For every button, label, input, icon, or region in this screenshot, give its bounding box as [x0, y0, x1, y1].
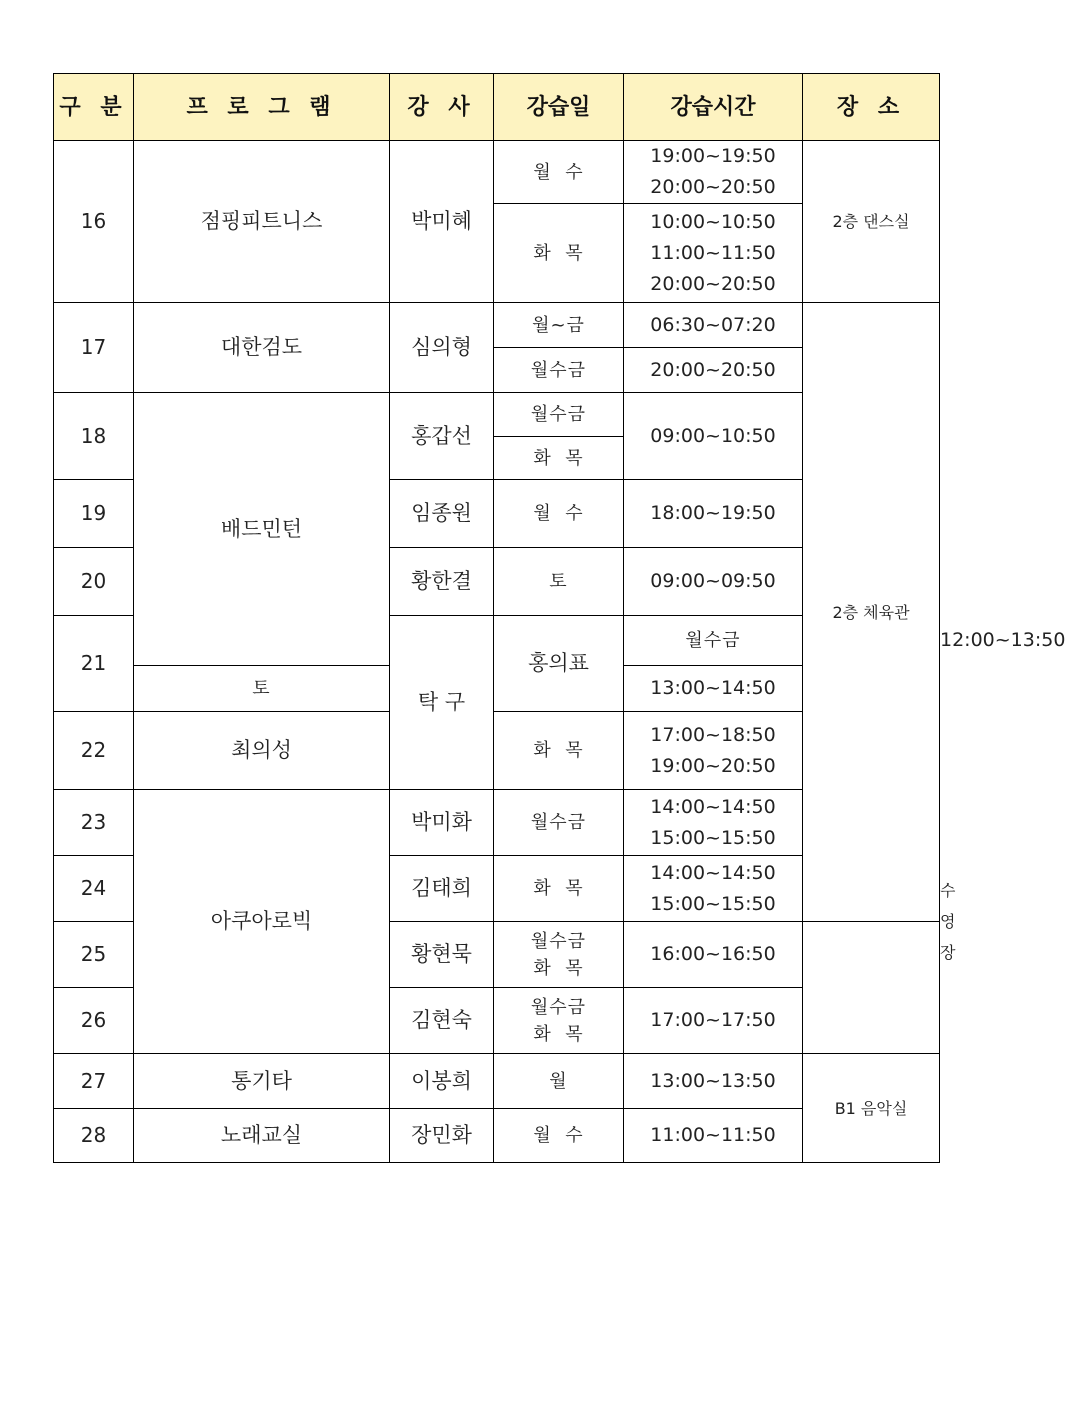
instructor-name: 홍갑선 — [390, 393, 494, 480]
instructor-name: 박미화 — [390, 790, 494, 856]
class-time: 13:00~13:50 — [624, 1054, 803, 1109]
instructor-name: 임종원 — [390, 480, 494, 548]
row-number: 27 — [54, 1054, 134, 1109]
class-time — [624, 712, 803, 790]
time-slot: 19:00~20:50 — [650, 754, 776, 777]
program-name: 배드민턴 — [134, 393, 390, 666]
class-time — [624, 141, 803, 204]
class-time: 06:30~07:20 — [624, 303, 803, 348]
class-day: 월 수 — [494, 480, 624, 548]
header-place: 장 소 — [803, 74, 940, 141]
class-day: 월 수 — [494, 141, 624, 204]
day-line: 월수금 — [530, 930, 587, 952]
class-time — [624, 856, 803, 922]
instructor-name: 이봉희 — [390, 1054, 494, 1109]
class-day: 토 — [134, 666, 390, 712]
header-row — [54, 74, 940, 141]
table-row — [54, 1054, 940, 1109]
class-time: 16:00~16:50 — [624, 922, 803, 988]
day-line: 화 목 — [533, 1023, 584, 1045]
instructor-name: 황현묵 — [390, 922, 494, 988]
class-time: 09:00~09:50 — [624, 548, 803, 616]
header-no: 구 분 — [54, 74, 134, 141]
program-name: 통기타 — [134, 1054, 390, 1109]
time-slot: 19:00~19:50 — [650, 145, 776, 167]
table-row: 21 탁 구 홍의표 월수금 12:00~13:50 — [54, 616, 940, 666]
header-time: 강습시간 — [624, 74, 803, 141]
schedule-table — [53, 73, 1065, 1163]
class-time: 18:00~19:50 — [624, 480, 803, 548]
row-number: 26 — [54, 988, 134, 1054]
class-day — [494, 922, 624, 988]
class-day: 화 목 — [494, 712, 624, 790]
class-day: 화 목 — [494, 856, 624, 922]
time-slot: 20:00~20:50 — [650, 272, 776, 295]
day-line: 화 목 — [533, 957, 584, 979]
row-number: 20 — [54, 548, 134, 616]
class-day: 토 — [494, 548, 624, 616]
header-instructor: 강 사 — [390, 74, 494, 141]
class-day: 월 수 — [494, 1109, 624, 1163]
class-day: 월수금 — [494, 393, 624, 437]
class-time — [624, 204, 803, 303]
place: 2층 체육관 — [803, 303, 940, 922]
time-slot: 14:00~14:50 — [650, 861, 776, 884]
program-name: 대한검도 — [134, 303, 390, 393]
instructor-name: 김현숙 — [390, 988, 494, 1054]
header-day: 강습일 — [494, 74, 624, 141]
time-slot: 20:00~20:50 — [650, 176, 776, 198]
row-number: 28 — [54, 1109, 134, 1163]
table-row — [54, 141, 940, 204]
row-number: 17 — [54, 303, 134, 393]
row-number: 23 — [54, 790, 134, 856]
class-time: 09:00~10:50 — [624, 393, 803, 480]
time-slot: 15:00~15:50 — [650, 826, 776, 849]
place: B1 음악실 — [803, 1054, 940, 1163]
program-name: 노래교실 — [134, 1109, 390, 1163]
instructor-name: 장민화 — [390, 1109, 494, 1163]
class-day: 월수금 — [494, 348, 624, 393]
table-row — [54, 303, 940, 348]
time-slot: 14:00~14:50 — [650, 795, 776, 818]
time-slot: 11:00~11:50 — [650, 241, 776, 264]
class-day: 월수금 — [494, 790, 624, 856]
row-number: 18 — [54, 393, 134, 480]
class-time: 20:00~20:50 — [624, 348, 803, 393]
row-number: 22 — [54, 712, 134, 790]
class-day: 화 목 — [494, 437, 624, 480]
time-slot: 10:00~10:50 — [650, 210, 776, 233]
row-number: 19 — [54, 480, 134, 548]
class-day: 월수금 — [624, 616, 803, 666]
class-time: 13:00~14:50 — [624, 666, 803, 712]
program-name: 아쿠아로빅 — [134, 790, 390, 1054]
place: 2층 댄스실 — [803, 141, 940, 303]
table-row: 23 아쿠아로빅 박미화 월수금 14:00~14:50 15:00~15:50 수영장 — [54, 790, 940, 856]
instructor-name: 홍의표 — [494, 616, 624, 712]
header-program: 프 로 그 램 — [134, 74, 390, 141]
program-name: 탁 구 — [390, 616, 494, 790]
program-name: 점핑피트니스 — [134, 141, 390, 303]
day-line: 월수금 — [530, 996, 587, 1018]
time-slot: 17:00~18:50 — [650, 723, 776, 746]
instructor-name: 최의성 — [134, 712, 390, 790]
class-day: 월~금 — [494, 303, 624, 348]
instructor-name: 심의형 — [390, 303, 494, 393]
row-number: 16 — [54, 141, 134, 303]
class-day — [494, 988, 624, 1054]
class-time: 17:00~17:50 — [624, 988, 803, 1054]
row-number: 21 — [54, 616, 134, 712]
class-time: 11:00~11:50 — [624, 1109, 803, 1163]
class-day: 화 목 — [494, 204, 624, 303]
row-number: 25 — [54, 922, 134, 988]
instructor-name: 김태희 — [390, 856, 494, 922]
row-number: 24 — [54, 856, 134, 922]
class-time — [624, 790, 803, 856]
time-slot: 15:00~15:50 — [650, 892, 776, 915]
class-day: 월 — [494, 1054, 624, 1109]
instructor-name: 박미혜 — [390, 141, 494, 303]
instructor-name: 황한결 — [390, 548, 494, 616]
